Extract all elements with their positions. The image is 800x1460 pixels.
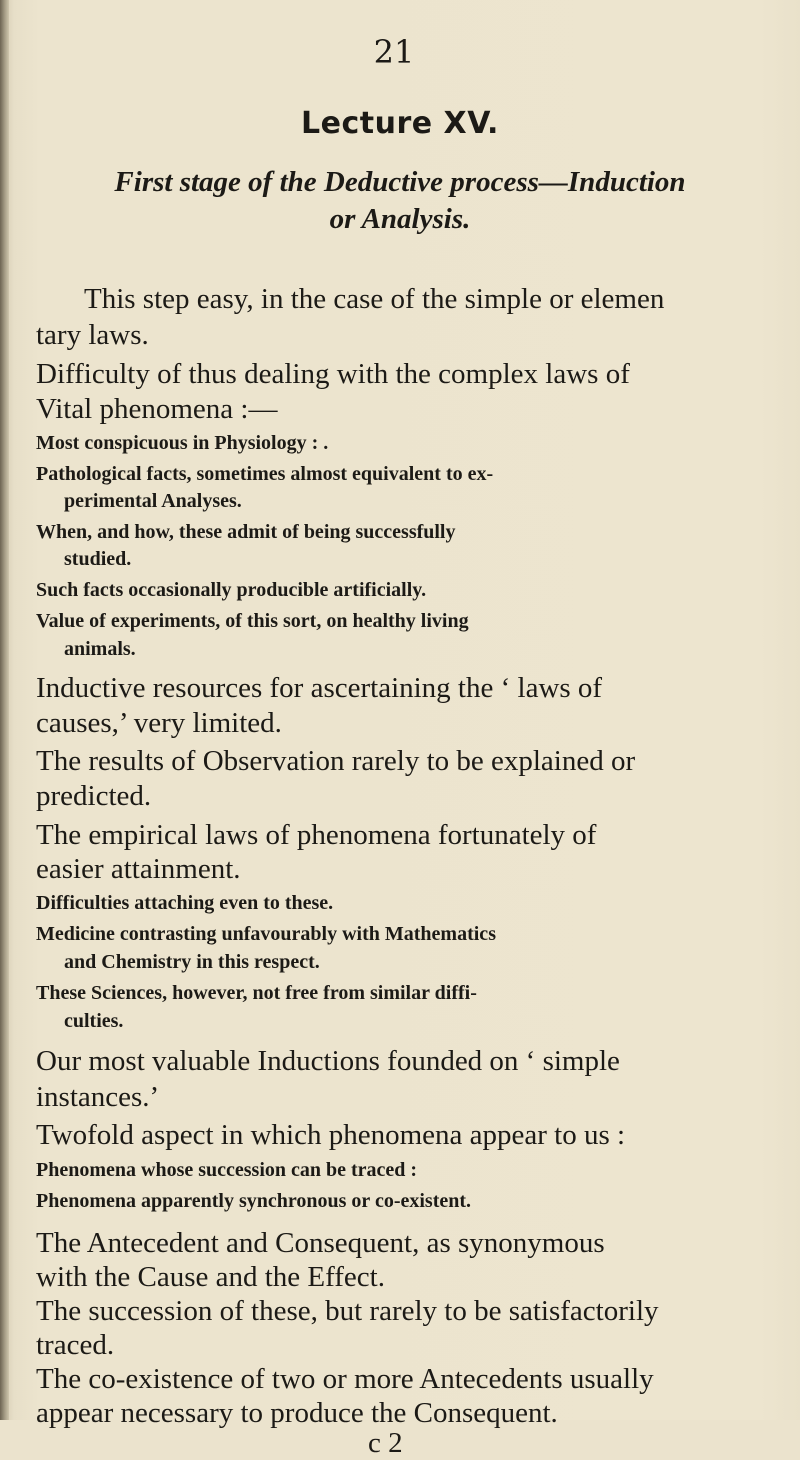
text-line: When, and how, these admit of being successfully	[36, 521, 456, 543]
subtitle-line: or Analysis.	[329, 203, 471, 235]
text-line: The results of Observation rarely to be explained or	[36, 745, 636, 777]
text-line: Twofold aspect in which phenomena appear to us :	[36, 1119, 626, 1151]
page-number: 21	[373, 33, 415, 71]
text-line: Value of experiments, of this sort, on healthy living	[36, 610, 469, 632]
text-line: Our most valuable Inductions founded on ‘ simple	[36, 1045, 620, 1077]
text-line: The co-existence of two or more Antecedents usually	[36, 1363, 654, 1395]
text-line: and Chemistry in this respect.	[64, 951, 320, 973]
text-line: tary laws.	[36, 319, 149, 351]
text-line: Most conspicuous in Physiology : .	[36, 432, 329, 454]
text-line: Such facts occasionally producible artificially.	[36, 579, 427, 601]
text-line: These Sciences, however, not free from similar diffi-	[36, 982, 477, 1004]
text-line: culties.	[64, 1010, 124, 1032]
text-line: easier attainment.	[36, 853, 241, 885]
text-line: causes,’ very limited.	[36, 707, 282, 739]
lecture-title: Lecture XV.	[301, 106, 499, 141]
lecture-subtitle	[40, 164, 760, 238]
text-line: perimental Analyses.	[64, 490, 242, 512]
text-line: This step easy, in the case of the simple or elemen	[84, 283, 665, 315]
text-line: Difficulties attaching even to these.	[36, 892, 334, 914]
text-line: The empirical laws of phenomena fortunately of	[36, 819, 597, 851]
signature-mark: c 2	[368, 1427, 403, 1459]
text-line: traced.	[36, 1329, 115, 1361]
text-line: Difficulty of thus dealing with the complex laws of	[36, 358, 630, 390]
text-line: Phenomena apparently synchronous or co-existent.	[36, 1190, 472, 1212]
text-line: Medicine contrasting unfavourably with Mathematics	[36, 923, 496, 945]
text-line: The succession of these, but rarely to be satisfactorily	[36, 1295, 659, 1327]
text-line: with the Cause and the Effect.	[36, 1261, 385, 1293]
text-line: Vital phenomena :—	[36, 393, 278, 425]
text-line: animals.	[64, 638, 136, 660]
subtitle-line: First stage of the Deductive process—Induction	[114, 166, 686, 198]
text-line: Phenomena whose succession can be traced :	[36, 1159, 418, 1181]
text-line: instances.’	[36, 1081, 160, 1113]
text-line: studied.	[64, 548, 132, 570]
page-gutter-shadow	[0, 0, 9, 1420]
text-line: appear necessary to produce the Consequent.	[36, 1397, 558, 1429]
text-line: predicted.	[36, 780, 152, 812]
text-line: Pathological facts, sometimes almost equivalent to ex-	[36, 463, 494, 485]
text-line: Inductive resources for ascertaining the ‘ laws of	[36, 672, 603, 704]
text-line: The Antecedent and Consequent, as synonymous	[36, 1227, 605, 1259]
